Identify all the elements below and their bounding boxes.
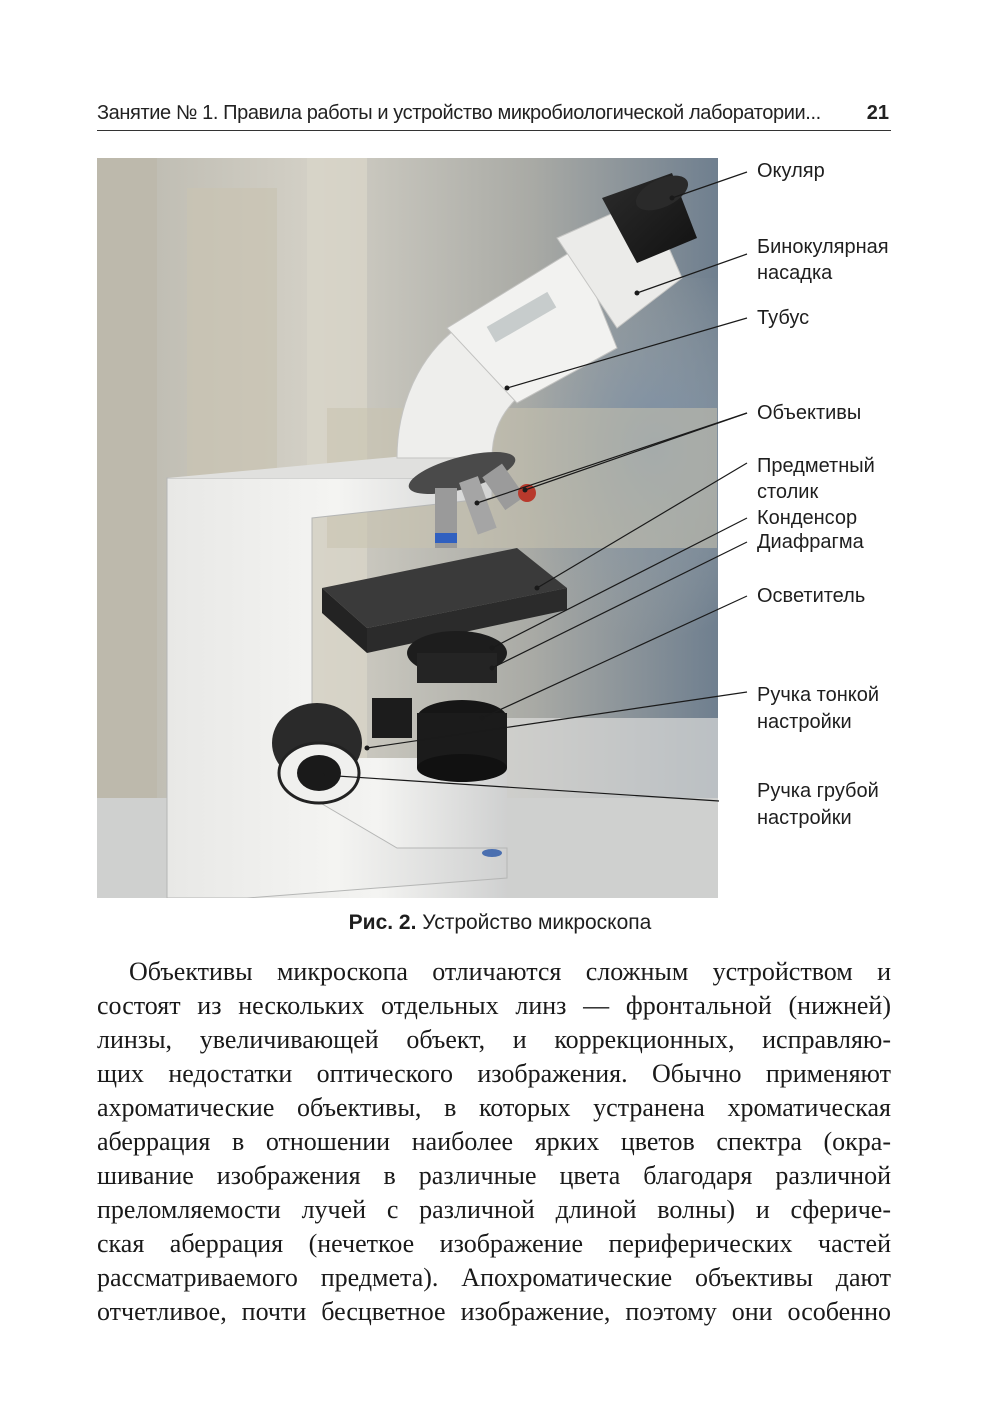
- paragraph-line: щих недостатки оптического изображения. Обычно применяют: [97, 1059, 891, 1088]
- paragraph-line: отчетливое, почти бесцветное изображение, поэтому они особенно: [97, 1297, 891, 1326]
- label-illuminator: Осветитель: [757, 585, 866, 607]
- label-tube: Тубус: [757, 307, 810, 329]
- running-header: [97, 100, 891, 131]
- header-title: Занятие № 1. Правила работы и устройство микробиологической лаборатории...: [97, 102, 821, 124]
- paragraph-line: линзы, увеличивающей объект, и коррекционных, исправляю-: [97, 1025, 891, 1054]
- paragraph-line: рассматриваемого предмета). Апохроматические объективы дают: [97, 1263, 891, 1292]
- paragraph-line: аберрация в отношении наиболее ярких цветов спектра (окра-: [97, 1127, 891, 1156]
- caption-text: Устройство микроскопа: [416, 911, 652, 934]
- figure-caption: [0, 911, 1000, 935]
- label-diaphragm: Диафрагма: [757, 531, 864, 553]
- paragraph-line: шивание изображения в различные цвета благодаря различной: [97, 1161, 891, 1190]
- paragraph-line: состоят из нескольких отдельных линз — фронтальной (нижней): [97, 991, 891, 1020]
- label-coarse-focus-line2: настройки: [757, 807, 852, 829]
- microscope-photo: [97, 158, 718, 898]
- label-condenser: Конденсор: [757, 507, 858, 529]
- label-fine-focus-line1: Ручка тонкой: [757, 684, 880, 706]
- label-objectives: Объективы: [757, 402, 862, 424]
- label-stage-line2: столик: [757, 481, 819, 503]
- label-binocular-head-line2: насадка: [757, 262, 833, 284]
- label-binocular-head-line1: Бинокулярная: [757, 236, 889, 258]
- label-fine-focus-line2: настройки: [757, 711, 852, 733]
- page-number: 21: [866, 102, 889, 124]
- paragraph-line: Объективы микроскопа отличаются сложным устройством и: [129, 957, 891, 986]
- paragraph-line: ахроматические объективы, в которых устранена хроматическая: [97, 1093, 891, 1122]
- paragraph-line: преломляемости лучей с различной длиной волны) и сфериче-: [97, 1195, 891, 1224]
- label-stage-line1: Предметный: [757, 455, 875, 477]
- microscope-figure: [97, 158, 891, 898]
- caption-number: Рис. 2.: [348, 911, 417, 934]
- paragraph-line: ская аберрация (нечеткое изображение периферических частей: [97, 1229, 891, 1258]
- label-eyepiece: Окуляр: [757, 160, 825, 182]
- label-coarse-focus-line1: Ручка грубой: [757, 780, 879, 802]
